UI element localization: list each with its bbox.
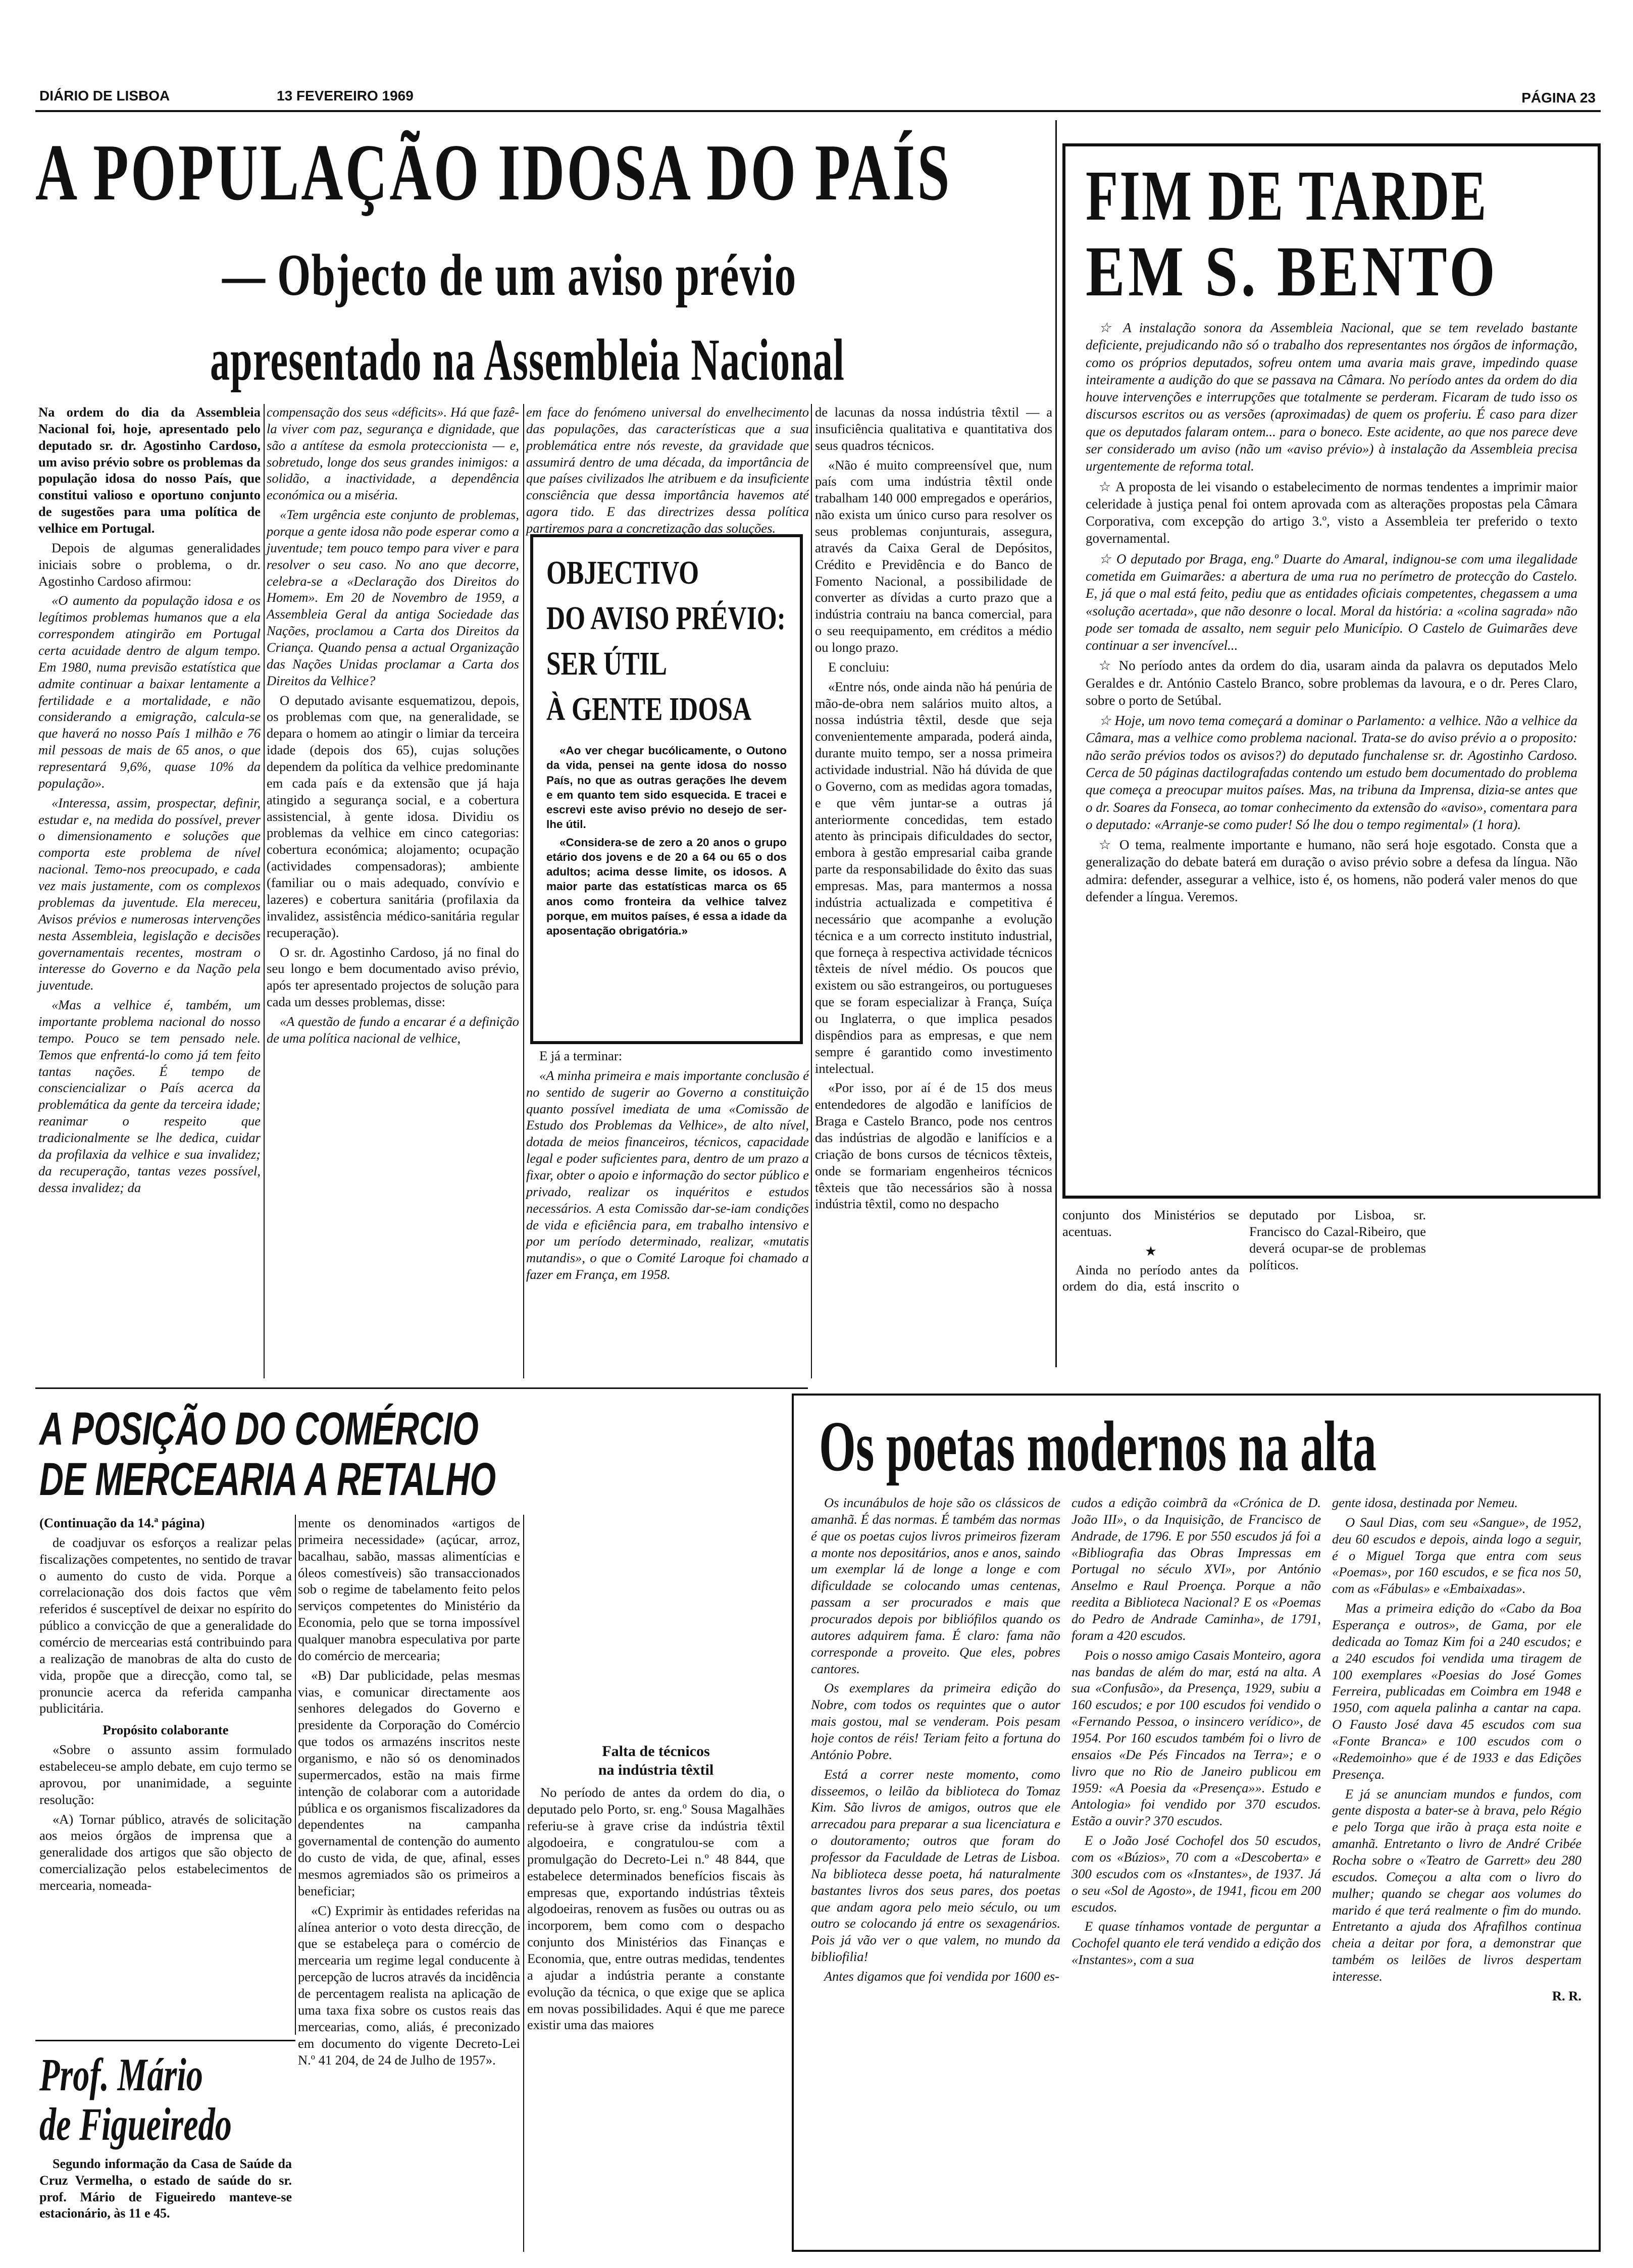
star-divider: ★ (1145, 1243, 1157, 1259)
quote-paragraph: compensação dos seus «déficits». Há que fazê-la viver com paz, segurança e dignidade, que são a antítese da esmola proteccionista — e, sobretudo, longe dos seus grandes inimigos: a solidão, a inactividade, a dependência económica ou a miséria. (267, 404, 519, 503)
objectivo-body (546, 743, 787, 938)
star-icon: ☆ (1099, 320, 1124, 335)
subheading: Propósito colaborante (103, 1722, 229, 1738)
fim-de-tarde-title-2: EM S. BENTO (1086, 231, 1499, 311)
paragraph: «Considera-se de zero a 20 anos o grupo etário dos jovens e de 20 a 64 ou 65 o dos adultos; acima desse limite, os idosos. A maior parte das estatísticas marca os 65 anos como fronteira da velhice talvez porque, em muitos países, é essa a idade da aposentação obrigatória.» (546, 836, 787, 937)
mercearia-headline-wrap (39, 1404, 544, 1505)
column-rule (523, 1515, 524, 2252)
fim-de-tarde-box (1062, 143, 1601, 1199)
masthead-date: 13 FEVEREIRO 1969 (277, 88, 414, 104)
news-item (1086, 836, 1577, 905)
paragraph: Os exemplares da primeira edição do Nobre, com todos os requintes que o autor mais gostou, mal se venderam. Pois pesam hoje contos de réis! Teriam feito a fortuna do António Pobre. (811, 1680, 1060, 1762)
main-col-1 (38, 404, 261, 1394)
fim-de-tarde-title-1: FIM DE TARDE (1086, 156, 1488, 235)
column-rule (811, 404, 812, 1378)
main-col-4 (815, 404, 1052, 1383)
masthead-page: PÁGINA 23 (1521, 90, 1596, 106)
quote-paragraph: «Entre nós, onde ainda não há penúria de mão-de-obra nem salários muito altos, a nossa indústria têxtil, desde que seja convenientemente amparada, poderá ainda, durante muito tempo, ser a nossa primeira actividade industrial. Não há dúvida de que o Governo, com as medidas agora tomadas, e que vêm juntar-se a outras já anteriormente concedidas, tem estado atento às principais dificuldades do sector, embora à gestão empresarial caiba grande parte da responsabilidade do êxito das suas empresas. Mas, para mantermos a nossa indústria actualizada e competitiva é necessário que acompanhe a evolução técnica e a um correcto instituto industrial, que forneça à respectiva actividade técnicos têxteis de nível médio. Os poucos que existem ou são estrangeiros, ou portugueses que se foram especializar à França, Suíça ou Inglaterra, o que implica pesados dispêndios para as empresas, e que nem sempre é garantido como investimento intelectual. (815, 679, 1052, 1076)
figueiredo-headline-2: de Figueiredo (39, 2098, 232, 2150)
quote-paragraph: «A questão de fundo a encarar é a definição de uma política nacional de velhice, (267, 1013, 519, 1046)
star-icon: ☆ (1099, 658, 1119, 674)
quote-paragraph: em face do fenómeno universal do envelhecimento das populações, das características que a sua problemática entre nós reveste, da gravidade que assumirá dentro de uma década, da importância de que países civilizados lhe atribuem e da insuficiente consciência que dessa importância havemos até agora tido. E das directrizes dessa política partiremos para a concretização das soluções. (526, 404, 809, 536)
section-rule (35, 1387, 808, 1389)
news-item (1086, 657, 1577, 709)
masthead-rule (35, 110, 1601, 112)
mercearia-col-2 (298, 1515, 520, 2247)
star-icon: ☆ (1099, 551, 1116, 566)
paragraph: Depois de algumas generalidades iniciais sobre o problema, o dr. Agostinho Cardoso afirmou: (38, 540, 261, 589)
main-col-2 (267, 404, 519, 1378)
news-item-text: A proposta de lei visando o estabelecimento de normas tendentes a imprimir maior celeridade à justiça penal foi ontem aprovada com as alterações propostas pela Câmara Corporativa, com excepção do artigo 3.º, visto a Assembleia ter preferido o texto governamental. (1086, 479, 1577, 546)
main-col-3-bottom (526, 1048, 809, 1376)
quote-paragraph: «Interessa, assim, prospectar, definir, estudar e, na medida do possível, prever o dimensionamento e soluções que comporta este problema de nível nacional. Temo-nos preocupado, e cada vez mais justamente, com os complexos problemas da juventude. Ela mereceu, Avisos prévios e numerosas intervenções nesta Assembleia, legislação e decisões governamentais recentes, mostram o interesse do Governo e da Nação pela juventude. (38, 795, 261, 993)
paragraph: cudos a edição coimbrã da «Crónica de D. João III», o da Inquisição, de Francisco de Andrade, de 1796. E por 550 escudos já foi a «Bibliografia das Obras Impressas em Portugal no século XVI», por António Anselmo e Raul Proença. Porque a não reedita a Biblioteca Nacional? E os «Poemas do Pedro de Andrade Caminha», de 1791, foram a 420 escudos. (1071, 1495, 1321, 1643)
main-subhead-2-wrap (210, 327, 1063, 403)
continued-note: (Continuação da 14.ª página) (39, 1515, 205, 1530)
star-icon: ☆ (1099, 713, 1115, 729)
news-item-text: A instalação sonora da Assembleia Nacional, que se tem revelado bastante deficiente, prejudicando não só o trabalho dos representantes nos órgãos de informação, como os próprios deputados, sofreu ontem uma avaria mais grave, impedindo quase inteiramente a audição do que se passava na Câmara. No período antes da ordem do dia houve intervenções e interrupções que totalmente se perderam. Ficaram de tudo isso os discursos escritos ou as versões (aproximadas) de quem os proferiu. É caso para dizer que os deputados falaram ontem... para o boneco. Este acidente, ao que nos parece deve ser considerado um aviso (não um «aviso prévio») à instalação da Assembleia precisa urgentemente de reforma total. (1086, 320, 1578, 474)
masthead-paper: DIÁRIO DE LISBOA (39, 88, 170, 104)
column-rule (523, 404, 524, 1378)
objectivo-title-3: SER ÚTIL (546, 645, 667, 682)
paragraph: E já se anunciam mundos e fundos, com gente disposta a bater-se à brava, pelo Régio e pelo Torga que irão à praça esta noite e amanhã. Entretanto o livro de André Cribée Rocha sobre o «Teatro de Garrett» deu 280 escudos. Começou a alta com o livro do mulher; quando se chegar aos volumes do marido é que terá realmente o fim do mundo. Entretanto a ajuda dos Afrafilhos continua cheia a deitar por fora, a demonstrar que também os leilões de livros despertam interesse. (1332, 1786, 1581, 1984)
paragraph: «A) Tornar público, através de solicitação aos meios órgãos de imprensa que a generalidade dos artigos que são objecto de comercialização pelos estabelecimentos de mercearia, nomeada- (39, 1811, 292, 1893)
star-icon: ☆ (1099, 479, 1116, 494)
mercearia-headline-1: A POSIÇÃO DO COMÉRCIO (39, 1403, 479, 1455)
quote-paragraph: «Tem urgência este conjunto de problemas, porque a gente idosa não pode esperar como a juventude; tem pouco tempo para viver e para resolver o seu caso. No ano que decorre, celebra-se a «Declaração dos Direitos do Homem». Em 20 de Novembro de 1959, a Assembleia Geral da antiga Sociedade das Nações, proclamou a Carta dos Direitos da Criança. Quando pensa a actual Organização das Nações Unidas proclamar a Carta dos Direitos da Velhice? (267, 507, 519, 688)
objectivo-title-1: OBJECTIVO (546, 554, 699, 591)
paragraph: gente idosa, destinada por Nemeu. (1332, 1495, 1518, 1510)
column-rule (295, 1515, 296, 2035)
news-item-text: O tema, realmente importante e humano, não será hoje esgotado. Consta que a generalização do debate baterá em duração o aviso prévio sobre a defesa da língua. Não admira: defender, assegurar a velhice, isto é, os homens, não poderá valer menos do que defender a língua. Veremos. (1086, 837, 1577, 904)
paragraph: O deputado avisante esquematizou, depois, os problemas com que, na generalidade, se depara o homem ao atingir o limiar da terceira idade (depois dos 65), cujas soluções dependem da política da velhice predominante em cada país e da extensão que já haja atingido a segurança social, e a cobertura assistencial, à gente idosa. Dividiu os problemas da velhice em cinco categorias: cobertura económica; alojamento; ocupação (actividades compensadoras); ambiente (familiar ou o mais adequado, convívio e lazeres) e cobertura sanitária (profilaxia da invalidez, assistência médico-sanitária regular recuperação). (267, 692, 519, 940)
paragraph: E já a terminar: (539, 1048, 623, 1063)
signature: R. R. (1552, 1988, 1581, 2003)
textil-section (527, 1742, 785, 2247)
paragraph: de coadjuvar os esforços a realizar pelas fiscalizações competentes, no sentido de travar o aumento do custo de vida. Porque a correlacionação dos dois factos que vêm referidos é susceptível de deixar no espírito do público a convicção de que a generalidade do comércio de mercearias está contribuindo para a realização de manobras de alta do custo de vida, propõe que a direcção, como tal, se pronuncie acerca da referida campanha publicitária. (39, 1534, 292, 1716)
news-item (1086, 712, 1577, 833)
quote-paragraph: «Não é muito compreensível que, num país com uma indústria têxtil onde trabalham 140 000 empregados e operários, não exista um único curso para resolver os seus problemas conjunturais, assegura, através da Caixa Geral de Depósitos, Crédito e Previdência e do Banco de Fomento Nacional, a possibilidade de converter as dívidas a curto prazo que a indústria contraiu na banca comercial, para o seu reequipamento, em créditos a médio ou longo prazo. (815, 457, 1052, 655)
poetas-col-3 (1332, 1494, 1581, 2007)
main-subhead-2: apresentado na Assembleia Nacional (210, 327, 845, 393)
star-icon: ☆ (1099, 837, 1120, 853)
main-subhead-1: — Objecto de um aviso prévio (222, 242, 797, 308)
paragraph: Está a correr neste momento, como disseemos, o leilão da biblioteca do Tomaz Kim. São livros de amigos, outros que ele arrecadou para preparar a sua licenciatura e o doutoramento; outros que foram do professor da Faculdade de Letras de Lisboa. Na biblioteca desse poeta, há naturalmente bastantes livros dos seus pares, dos poetas que andam agora pelo meio século, ou um outro se colocando já entre os sexagenários. Pois já vão ver o que valem, no mundo da bibliofilia! (811, 1766, 1060, 1965)
paragraph: O Saul Dias, com seu «Sangue», de 1952, deu 60 escudos e depois, ainda logo a seguir, é o Miguel Torga que entra com seus «Poemas», por 160 escudos, e se fica nos 50, com as «Fábulas» e «Embaixadas». (1332, 1514, 1581, 1596)
main-headline-wrap (35, 129, 1055, 230)
textil-heading-1: Falta de técnicos (602, 1743, 710, 1760)
mercearia-col-1 (39, 1515, 292, 2035)
quote-paragraph: «O aumento da população idosa e os legítimos problemas humanos que a ela correspondem atingirão em Portugal certa acuidade dentro de algum tempo. Em 1980, numa previsão estatística que admite continuar a baixar lentamente a fertilidade e a mortalidade, e não considerando a emigração, calcula-se que haverá no nosso País 1 milhão e 76 mil pessoas de mais de 65 anos, o que representará 9,6%, quase 10% da população». (38, 593, 261, 791)
news-item (1086, 319, 1577, 475)
paragraph: Mas a primeira edição do «Cabo da Boa Esperança e outros», de Gama, por ele dedicada ao Tomaz Kim foi a 240 escudos; e a 240 escudos foi vendida uma tiragem de 100 exemplares «Poesias do José Gomes Ferreira, publicadas em Coimbra em 1948 e 1950, com aquela palinha a cantar na capa. O Fausto José dava 45 escudos com sua «Fonte Branca» e 100 escudos com o «Redemoinho» que é de 1933 e das Edições Presença. (1332, 1601, 1581, 1782)
paragraph: Os incunábulos de hoje são os clássicos de amanhã. É das normas. É também das normas é que os poetas cujos livros primeiros fizeram a monte nos depositários, anos e anos, saindo um exemplar lá de longe a longe e com dificuldade se colocando umas centenas, passam a ser procurados e mais que procurados depois por bibliófilos quando os autores adquirem fama. É claro: fama não corresponde a proveito. Que eles, pobres cantores. (811, 1495, 1060, 1676)
objectivo-title-4: À GENTE IDOSA (546, 691, 752, 728)
news-item (1086, 478, 1577, 547)
poetas-col-1 (811, 1494, 1060, 2007)
paragraph: «B) Dar publicidade, pelas mesmas vias, e comunicar directamente aos senhores delegados do Governo e presidente da Corporação do Comércio que todos os armazéns inscritos neste organismo, e não só os denominados supermercados, estão na mais firme intenção de colaborar com a autoridade pública e os organismos fiscalizadores da dependentes na campanha governamental de contenção do aumento do custo de vida, de que, afinal, esses mesmos agremiados são os primeiros a beneficiar; (298, 1667, 520, 1898)
main-headline: A POPULAÇÃO IDOSA DO PAÍS (35, 127, 952, 217)
paragraph: Segundo informação da Casa de Saúde da Cruz Vermelha, o estado de saúde do sr. prof. Mário de Figueiredo manteve-se estacionário, às 11 e 45. (39, 2156, 292, 2221)
paragraph: «Ao ver chegar bucólicamente, o Outono da vida, pensei na gente idosa do nosso País, no que as outras gerações lhe devem e em quanto tem sido esquecida. E tracei e escrevi este aviso prévio no desejo de ser-lhe útil. (546, 744, 787, 831)
paragraph: de lacunas da nossa indústria têxtil — a insuficiência qualitativa e quantitativa dos seus quadros técnicos. (815, 404, 1052, 453)
right-column-rule (1055, 120, 1057, 1367)
paragraph: conjunto dos Ministérios se acentuas. (1062, 1207, 1239, 1239)
poetas-columns (811, 1494, 1581, 2007)
paragraph: Ainda no período antes da ordem do dia, está inscrito o deputado por Lisboa, sr. Francisco do Cazal-Ribeiro, que deverá ocupar-se de problemas políticos. (1062, 1207, 1426, 1294)
paragraph: No período de antes da ordem do dia, o deputado pelo Porto, sr. eng.º Sousa Magalhães referiu-se à grave crise da indústria têxtil algodoeira, e congratulou-se com a promulgação do Decreto-Lei n.º 48 844, que estabelece determinados benefícios fiscais às empresas que, exportando indústrias têxteis algodoeiras, renovem as fusões ou outras ou as incorporem, bem como com o despacho conjunto dos Ministérios das Finanças e Economia, que, entre outras medidas, tendentes a ajudar a indústria perante a constante evolução da técnica, o que exige que se aplica em novas possibilidades. Aqui é que me parece existir uma das maiores (527, 1785, 785, 2033)
fim-de-tarde-body (1086, 319, 1577, 905)
paragraph: E quase tínhamos vontade de perguntar a Cochofel quanto ele terá vendido a edição dos «Instantes», com a sua (1071, 1919, 1321, 1968)
main-col-5 (1062, 1207, 1426, 1373)
paragraph: E o João José Cochofel dos 50 escudos, com os «Búzios», 70 com a «Descoberta» e 300 escudos com os «Instantes», de 1937. Já o seu «Sol de Agosto», de 1941, ficou em 200 escudos. (1071, 1833, 1321, 1915)
news-item (1086, 550, 1577, 654)
mercearia-headline-2: DE MERCEARIA A RETALHO (39, 1454, 496, 1505)
textil-heading-2: na indústria têxtil (598, 1762, 714, 1779)
poetas-col-2 (1071, 1494, 1321, 2007)
paragraph: E concluiu: (828, 659, 890, 675)
quote-paragraph: «A minha primeira e mais importante conclusão é no sentido de sugerir ao Governo a constituição quanto possível imediata de uma «Comissão de Estudo dos Problemas da Velhice», de alto nível, dotada de meios financeiros, técnicos, capacidade legal e poder suficientes para, dentro de um prazo a fixar, obter o apoio e informação do sector público e privado, realizar os inquéritos e estudos necessários. A esta Comissão dar-se-iam condições de vida e eficiência para, em trabalho intensivo e por um período determinado, realizar, «mutatis mutandis», o que o Comité Laroque foi chamado a fazer em França, em 1958. (526, 1067, 809, 1282)
figueiredo-headline-wrap (39, 2050, 302, 2151)
paragraph: mente os denominados «artigos de primeira necessidade» (açúcar, arroz, bacalhau, sabão, massas alimentícias e óleos comestíveis) são transaccionados sob o regime de tabelamento feito pelos serviços competentes do Ministério da Economia, pelo que se torna impossível qualquer manobra especulativa por parte do comércio de mercearia; (298, 1515, 520, 1663)
paragraph: O sr. dr. Agostinho Cardoso, já no final do seu longo e bem documentado aviso prévio, após ter apresentado projectos de solução para cada um desses problemas, disse: (267, 944, 519, 1010)
poetas-box (792, 1394, 1601, 2252)
news-item-text: O deputado por Braga, eng.º Duarte do Amaral, indignou-se com uma ilegalidade cometida em Guimarães: a abertura de uma rua no perímetro de protecção do Castelo. E, já que o mal está feito, pediu que as entidades oficiais competentes, chegassem a uma «solução acertada», que não desonre o local. Moral da história: a «colina sagrada» não pode ser tomada de assalto, nem seguir pelo Município. O Castelo de Guimarães deve continuar a ser invencível... (1086, 551, 1577, 653)
quote-paragraph: «Por isso, por aí é de 15 dos meus entendedores de algodão e lanifícios de Braga e Castelo Branco, pode nos centros das indústrias de algodão e lanifícios e a criação de bons cursos de técnicos têxteis, onde se formariam engenheiros técnicos têxteis que tão necessários são à nossa indústria têxtil, como no despacho (815, 1080, 1052, 1212)
news-item-text: No período antes da ordem do dia, usaram ainda da palavra os deputados Melo Geraldes e dr. António Castelo Branco, sobre problemas da lavoura, e o dr. Peres Claro, sobre o porto de Setúbal. (1086, 658, 1577, 708)
column-rule (264, 404, 265, 1378)
paragraph: «Sobre o assunto assim formulado estabeleceu-se amplo debate, em cujo termo se aprovou, por unanimidade, a seguinte resolução: (39, 1742, 292, 1807)
objectivo-box (530, 534, 803, 1044)
lead-paragraph: Na ordem do dia da Assembleia Nacional foi, hoje, apresentado pelo deputado sr. dr. Agostinho Cardoso, um aviso prévio sobre os problemas da população idosa do nosso País, que constitui valioso e oportuno conjunto de sugestões para uma política de velhice em Portugal. (38, 404, 261, 536)
paragraph: Antes digamos que foi vendida por 1600 es- (824, 1969, 1059, 1984)
section-rule (35, 2040, 295, 2041)
paragraph: Pois o nosso amigo Casais Monteiro, agora nas bandas de além do mar, está na alta. A sua «Confusão», da Presença, 1929, subiu a 160 escudos; e por 100 escudos foi vendido o «Fernando Pessoa, o insincero verídico», de 1954. Por 160 escudos também foi o livro de ensaios «De Pés Fincados na Terra»; e o livro que no Rio de Janeiro publicou em 1959: «A Poesia da «Presença»». Estudo e Antologia» foi vendido por 370 escudos. Estão a ouvir? 370 escudos. (1071, 1647, 1321, 1829)
news-item-text: Hoje, um novo tema começará a dominar o Parlamento: a velhice. Não a velhice da Câmara, mas a velhice como problema nacional. Trata-se do aviso prévio a o proposito: não serão prévios todos os avisos?) do deputado funchalense sr. dr. Agostinho Cardoso. Cerca de 50 páginas dactilografadas contendo um estudo bem documentado do problema que começa a preocupar muitos países. Mas, na tribuna da Imprensa, dizia-se antes que o dr. Soares da Fonseca, ao tomar conhecimento da extensão do «aviso», comentara para o deputado: «Arranje-se como puder! Só lhe dou o tempo regimental» (1 hora). (1086, 713, 1577, 832)
main-col-3-top (526, 404, 809, 536)
paragraph: «C) Exprimir às entidades referidas na alínea anterior o voto desta direcção, de que se estabeleça para o comércio de mercearia um regime legal conducente à percepção de lucros através da incidência de percentagem realista na aplicação de uma taxa fixa sobre os custos reais das mercearias, como, aliás, é preconizado em documento do vigente Decreto-Lei N.º 41 204, de 24 de Julho de 1957». (298, 1902, 520, 2068)
quote-paragraph: «Mas a velhice é, também, um importante problema nacional do nosso tempo. Pouco se tem pensado nele. Temos que enfrentá-lo como já tem feito tantas nações. É tempo de consciencializar o País acerca da problemática da gente da terceira idade; reanimar o respeito que tradicionalmente se lhe dedica, cuidar da profilaxia da velhice e sua invalidez; da recuperação, tantas vezes possível, dessa invalidez; da (38, 997, 261, 1195)
figueiredo-body (39, 2156, 292, 2257)
poetas-headline: Os poetas modernos na alta (819, 1406, 1376, 1486)
main-subhead-1-wrap (222, 242, 1060, 318)
objectivo-title-2: DO AVISO PRÉVIO: (546, 600, 786, 637)
figueiredo-headline-1: Prof. Mário (39, 2049, 203, 2100)
